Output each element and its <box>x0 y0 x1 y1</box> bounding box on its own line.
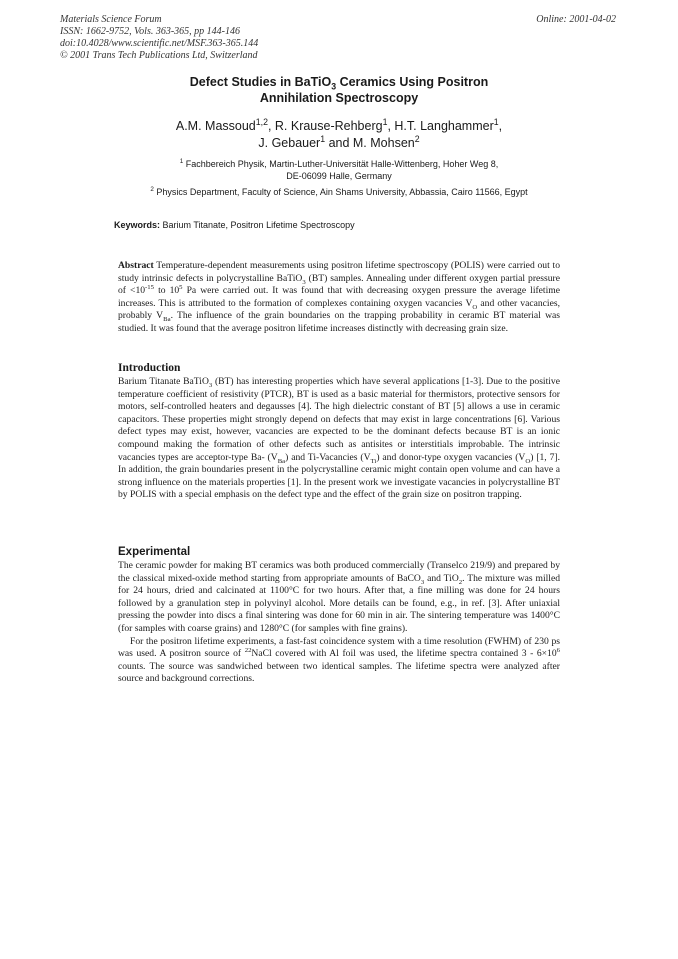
experimental-section <box>118 560 560 686</box>
paper-title <box>0 74 678 106</box>
affiliation-2: $^2$ Physics Department, Faculty of Science, Ain Shams University, Abbassia, Cairo 11566, Egypt <box>150 186 528 197</box>
title-line-1: Defect Studies in BaTiO$_3$ Ceramics Using Positron <box>189 75 489 92</box>
title-line-2: Annihilation Spectroscopy <box>259 91 419 105</box>
keywords: Keywords: Barium Titanate, Positron Lifetime Spectroscopy <box>114 220 355 230</box>
introduction-heading: Introduction <box>118 362 181 374</box>
experimental-paragraph-2: For the positron lifetime experiments, a fast-fast coincidence system with a time resolution (FWHM) of 230 ps was used. A positron source of $^{22}$NaCl covered with Al foil was used, the lifetime spectra contained $3 - 6\times 10^6$ counts. The source was sandwiched between two identical samples. The lifetime spectra were analyzed after source and background corrections. <box>118 635 561 685</box>
abstract-paragraph: Abstract Temperature-dependent measurements using positron lifetime spectroscopy (POLIS) were carried out to study intrinsic defects in polycrystalline BaTiO$_3$ (BT) samples. Annealing under different oxygen partial pressure of $<10^{-15}$ to $10^5$ Pa were carried out. It was found that with decreasing oxygen pressure the average lifetime increases. This is attributed to the formation of complexes containing oxygen vacancies $V_O$ and other vacancies, probably $V_{Ba}$. The influence of the grain boundaries on the trapping probability in ceramic BT material was studied. It was found that the average positron lifetime increases distinctly with decreasing grain size. <box>118 260 560 334</box>
online-date: Online: 2001-04-02 <box>536 14 616 25</box>
affiliation-1: $^1$ Fachbereich Physik, Martin-Luther-Universität Halle-Wittenberg, Hoher Weg 8, DE-06099 Halle, Germany <box>179 158 499 181</box>
issn-line: ISSN: 1662-9752, Vols. 363-365, pp 144-146 <box>60 26 240 37</box>
introduction-paragraph: Barium Titanate BaTiO$_3$ (BT) has interesting properties which have several applications [1-3]. Due to the positive temperature coefficient of resistivity (PTCR), BT is used as a basic material for thermistors, protective sensors for motors, self-controlled heaters and degausses [4]. The high dielectric constant of BT [5] allows a use in ceramic capacitors. These properties might strongly depend on defects that may exist in large concentrations [6]. Various defect types may exist, however, vacancies are expected to be the dominant defects because BT is an ionic compound making the formation of other defects such as antisites or interstitials improbable. The intrinsic vacancies types are acceptor-type Ba- $(V_{Ba})$ and Ti-Vacancies $(V_{Ti})$ and donor-type oxygen vacancies $(V_O)$ [1, 7]. In addition, the grain boundaries present in the polycrystalline ceramic might contain open volume and can have a strong influence on the materials properties [1]. In the present work we investigate vacancies in polycrystalline BT by POLIS with a special emphasis on the defect type and the effect of the grain size on positron trapping. <box>118 376 560 501</box>
copyright-line: © 2001 Trans Tech Publications Ltd, Switzerland <box>60 50 258 61</box>
doi-line: doi:10.4028/www.scientific.net/MSF.363-365.144 <box>60 38 259 49</box>
abstract-label: Abstract <box>118 260 154 271</box>
experimental-paragraph-1: The ceramic powder for making BT ceramics was both produced commercially (Transelco 219/9) and prepared by the classical mixed-oxide method starting from appropriate amounts of BaCO$_3$ and TiO$_2$. The mixture was milled for 24 hours, dried and calcinated at 1100°C for two hours. After that, a fine milling was done for 24 hours followed by a granulation step in polyvinyl alcohol. More details can be found, e.g., in ref. [3]. After uniaxial pressing the powder into discs a final sintering was done for 60 min in air. The sintering temperature was 1400°C (for samples with coarse grains) and 1280°C (for samples with fine grains). <box>118 560 560 634</box>
author-list: A.M. Massoud$^{1,2}$, R. Krause-Rehberg$^1$, H.T. Langhammer$^1$, J. Gebauer$^1$ and M. Mohsen$^2$ <box>175 116 503 150</box>
journal-header <box>60 14 258 62</box>
journal-name: Materials Science Forum <box>60 14 162 25</box>
experimental-heading: Experimental <box>118 546 191 558</box>
